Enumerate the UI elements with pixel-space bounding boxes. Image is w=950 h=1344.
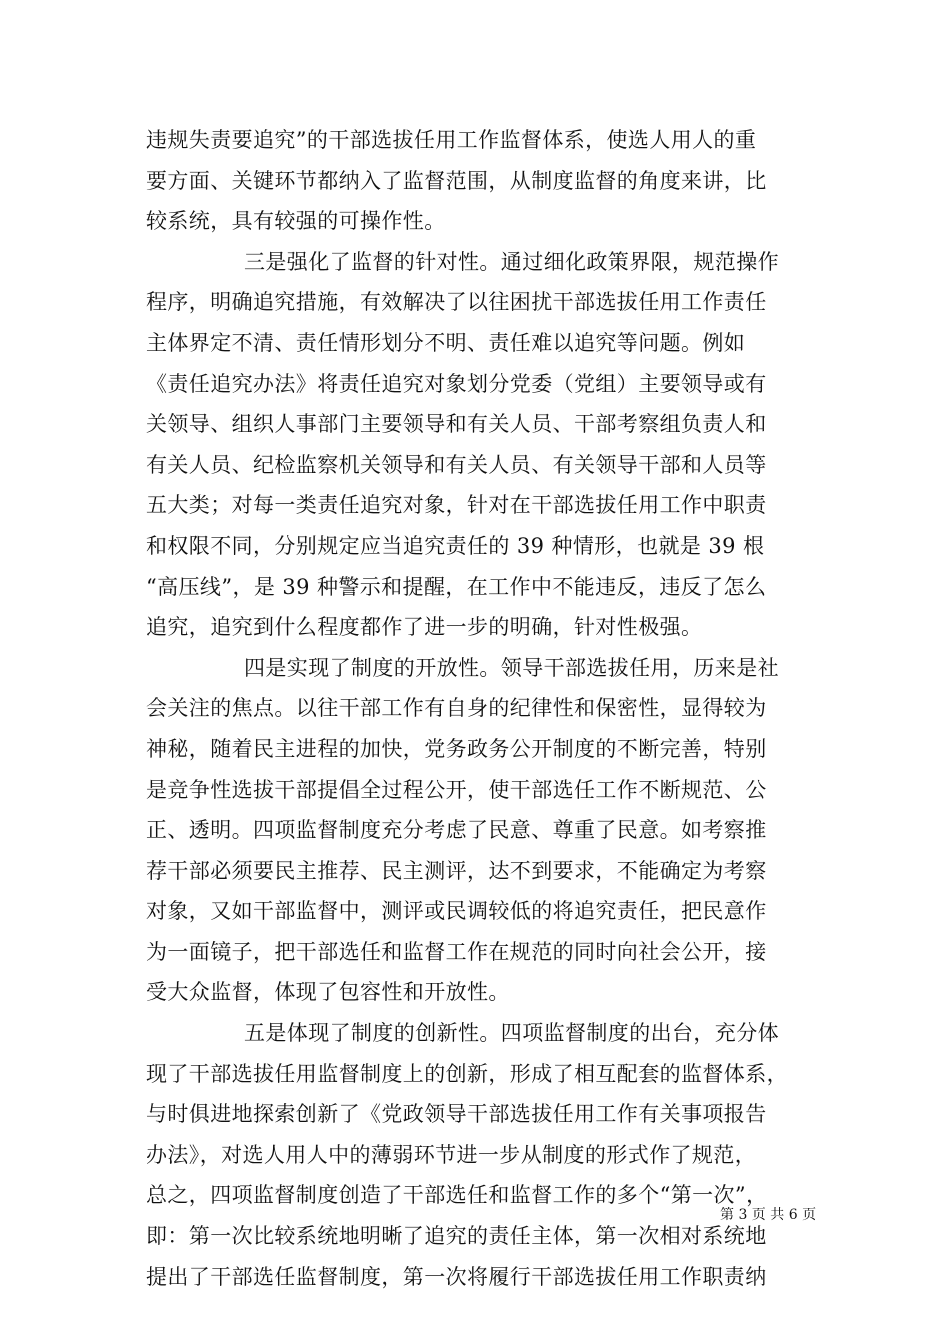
text-line: 是竞争性选拔干部提倡全过程公开，使干部选任工作不断规范、公: [146, 777, 767, 802]
paragraph-start-line: 三是强化了监督的针对性。通过细化政策界限，规范操作: [244, 249, 779, 274]
text-line: 有关人员、纪检监察机关领导和有关人员、有关领导干部和人员等: [146, 452, 767, 477]
text-line: 神秘，随着民主进程的加快，党务政务公开制度的不断完善，特别: [146, 736, 767, 761]
text-line: 会关注的焦点。以往干部工作有自身的纪律性和保密性，显得较为: [146, 696, 767, 721]
text-line: 现了干部选拔任用监督制度上的创新，形成了相互配套的监督体系，: [146, 1061, 788, 1086]
paragraph-start-line: 四是实现了制度的开放性。领导干部选拔任用，历来是社: [244, 655, 779, 680]
text-line: 荐干部必须要民主推荐、民主测评，达不到要求，不能确定为考察: [146, 858, 767, 883]
text-line: 受大众监督，体现了包容性和开放性。: [146, 980, 510, 1005]
text-line: 办法》，对选人用人中的薄弱环节进一步从制度的形式作了规范，: [146, 1142, 757, 1167]
text-line: “高压线”，是 39 种警示和提醒，在工作中不能违反，违反了怎么: [146, 574, 767, 599]
text-line: 程序，明确追究措施，有效解决了以往困扰干部选拔任用工作责任: [146, 290, 767, 315]
page-number-footer: 第 3 页 共 6 页: [720, 1207, 817, 1223]
text-line: 与时俱进地探索创新了《党政领导干部选拔任用工作有关事项报告: [146, 1102, 767, 1127]
document-body: [146, 120, 810, 1297]
text-line: 对象，又如干部监督中，测评或民调较低的将追究责任，把民意作: [146, 899, 767, 924]
text-line: 和权限不同，分别规定应当追究责任的 39 种情形，也就是 39 根: [146, 533, 765, 558]
text-line: 《责任追究办法》将责任追究对象划分党委（党组）主要领导或有: [146, 371, 767, 396]
text-line: 即：第一次比较系统地明晰了追究的责任主体，第一次相对系统地: [146, 1224, 767, 1249]
text-line: 较系统，具有较强的可操作性。: [146, 209, 446, 234]
paragraph-start-line: 五是体现了制度的创新性。四项监督制度的出台，充分体: [244, 1021, 779, 1046]
text-line: 主体界定不清、责任情形划分不明、责任难以追究等问题。例如: [146, 330, 746, 355]
text-line: 为一面镜子，把干部选任和监督工作在规范的同时向社会公开，接: [146, 939, 767, 964]
text-line: 要方面、关键环节都纳入了监督范围，从制度监督的角度来讲，比: [146, 168, 767, 193]
text-line: 违规失责要追究”的干部选拔任用工作监督体系，使选人用人的重: [146, 128, 757, 152]
text-line: 关领导、组织人事部门主要领导和有关人员、干部考察组负责人和: [146, 412, 767, 437]
text-line: 总之，四项监督制度创造了干部选任和监督工作的多个“第一次”，: [146, 1183, 768, 1208]
text-line: 提出了干部选任监督制度，第一次将履行干部选拔任用工作职责纳: [146, 1264, 767, 1289]
text-line: 五大类；对每一类责任追究对象，针对在干部选拔任用工作中职责: [146, 493, 767, 518]
text-line: 正、透明。四项监督制度充分考虑了民意、尊重了民意。如考察推: [146, 818, 767, 843]
text-line: 追究，追究到什么程度都作了进一步的明确，针对性极强。: [146, 615, 703, 640]
